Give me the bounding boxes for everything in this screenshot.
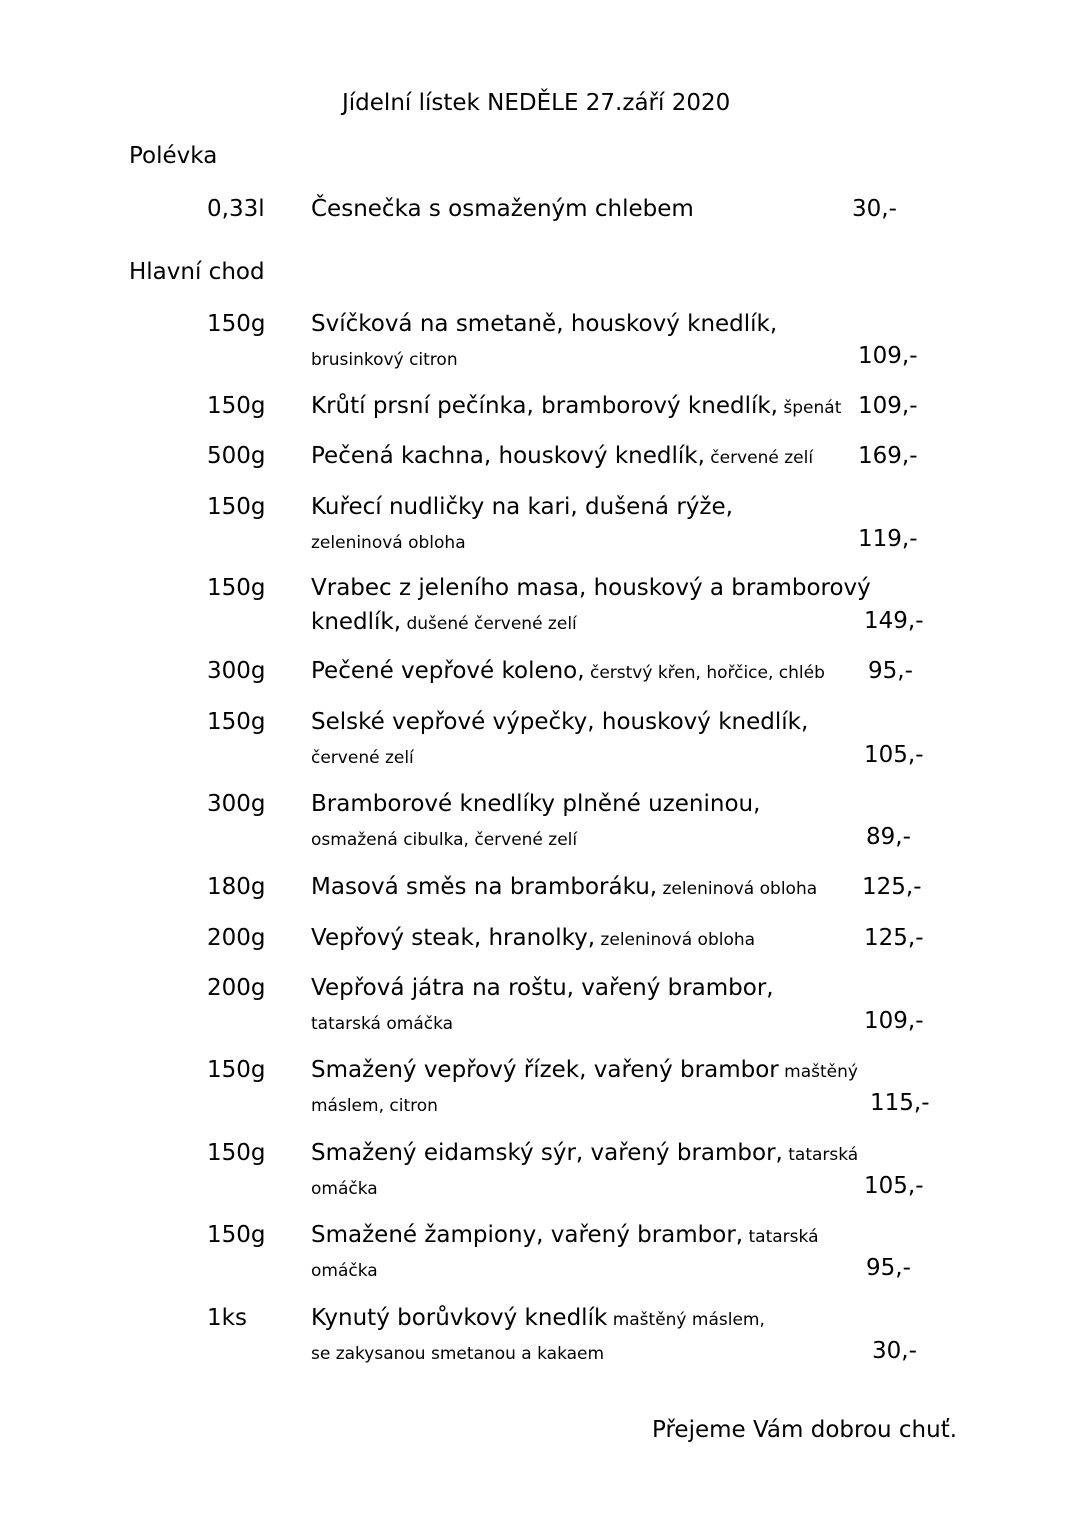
item-weight: 150g xyxy=(207,494,266,520)
item-line-2 xyxy=(311,528,466,554)
soup-name: Česnečka s osmaženým chlebem xyxy=(311,196,694,222)
item-weight: 300g xyxy=(207,658,266,684)
item-name: Vepřová játra na roštu, vařený brambor, xyxy=(311,975,774,1001)
item-side-continued: se zakysanou smetanou a kakaem xyxy=(311,1344,605,1364)
item-price: 125,- xyxy=(864,925,924,951)
menu-title: Jídelní lístek NEDĚLE 27.září 2020 xyxy=(342,90,731,116)
item-weight: 180g xyxy=(207,874,266,900)
item-price: 119,- xyxy=(858,526,918,552)
item-name: Pečená kachna, houskový knedlík, xyxy=(311,443,705,469)
item-price: 109,- xyxy=(858,393,918,419)
item-side: tatarská xyxy=(743,1227,819,1247)
item-side: červené zelí xyxy=(704,448,814,468)
item-price: 125,- xyxy=(862,874,922,900)
item-line-2 xyxy=(311,609,577,635)
item-name: Smažený vepřový řízek, vařený brambor xyxy=(311,1057,779,1083)
item-line-1 xyxy=(311,1057,858,1083)
item-weight: 1ks xyxy=(207,1305,247,1331)
item-line-1 xyxy=(311,311,777,337)
item-line-2 xyxy=(311,345,458,371)
item-side: maštěný xyxy=(778,1062,858,1082)
item-line-1 xyxy=(311,709,808,735)
item-weight: 150g xyxy=(207,1057,266,1083)
item-side: špenát xyxy=(778,398,842,418)
item-side-continued: omáčka xyxy=(311,1179,378,1199)
item-name: Vepřový steak, hranolky, xyxy=(311,925,596,951)
item-line-2 xyxy=(311,825,577,851)
item-weight: 150g xyxy=(207,575,266,601)
item-name: Smažený eidamský sýr, vařený brambor, xyxy=(311,1140,783,1166)
soup-price: 30,- xyxy=(852,196,897,222)
item-weight: 150g xyxy=(207,393,266,419)
item-line-1 xyxy=(311,975,774,1001)
item-side: zeleninová obloha xyxy=(595,930,756,950)
item-price: 109,- xyxy=(864,1008,924,1034)
item-weight: 150g xyxy=(207,709,266,735)
item-weight: 150g xyxy=(207,1222,266,1248)
item-line-2 xyxy=(311,743,414,769)
item-price: 95,- xyxy=(866,1255,911,1281)
item-line-1 xyxy=(311,393,841,419)
item-weight: 200g xyxy=(207,925,266,951)
item-line-1 xyxy=(311,874,817,900)
item-side-continued: osmažená cibulka, červené zelí xyxy=(311,830,578,850)
item-line-1 xyxy=(311,1222,819,1248)
item-line-2 xyxy=(311,1091,438,1117)
item-side-continued: omáčka xyxy=(311,1261,378,1281)
soup-weight: 0,33l xyxy=(207,196,265,222)
item-price: 149,- xyxy=(864,608,924,634)
item-name: Krůtí prsní pečínka, bramborový knedlík, xyxy=(311,393,778,419)
item-line-1 xyxy=(311,658,825,684)
item-weight: 500g xyxy=(207,443,266,469)
item-price: 89,- xyxy=(866,824,911,850)
item-price: 109,- xyxy=(858,343,918,369)
item-side-continued: zeleninová obloha xyxy=(311,533,466,553)
item-name: Kynutý borůvkový knedlík xyxy=(311,1305,608,1331)
item-price: 169,- xyxy=(858,443,918,469)
item-line-1 xyxy=(311,791,760,817)
item-line-1 xyxy=(311,575,871,601)
item-price: 30,- xyxy=(872,1338,917,1364)
item-name: Masová směs na bramboráku, xyxy=(311,874,658,900)
item-weight: 150g xyxy=(207,311,266,337)
item-side-continued: tatarská omáčka xyxy=(311,1014,454,1034)
item-line-1 xyxy=(311,925,755,951)
main-heading: Hlavní chod xyxy=(129,259,265,285)
item-side: zeleninová obloha xyxy=(657,879,818,899)
item-line-1 xyxy=(311,1305,765,1331)
item-line-1 xyxy=(311,443,813,469)
item-name: Selské vepřové výpečky, houskový knedlík, xyxy=(311,709,809,735)
item-side-continued: máslem, citron xyxy=(311,1096,438,1116)
item-price: 115,- xyxy=(870,1090,930,1116)
item-price: 95,- xyxy=(868,658,913,684)
item-name-continued: knedlík, xyxy=(311,609,402,635)
item-line-2 xyxy=(311,1256,378,1282)
item-side-continued: červené zelí xyxy=(311,748,414,768)
item-line-2 xyxy=(311,1009,453,1035)
item-weight: 200g xyxy=(207,975,266,1001)
item-line-1 xyxy=(311,1140,858,1166)
item-side: tatarská xyxy=(782,1145,859,1165)
item-name: Bramborové knedlíky plněné uzeninou, xyxy=(311,791,761,817)
item-line-2 xyxy=(311,1339,604,1365)
item-line-2 xyxy=(311,1174,378,1200)
item-name: Smažené žampiony, vařený brambor, xyxy=(311,1222,744,1248)
item-name: Kuřecí nudličky na kari, dušená rýže, xyxy=(311,494,733,520)
item-weight: 300g xyxy=(207,791,266,817)
item-weight: 150g xyxy=(207,1140,266,1166)
footer-message: Přejeme Vám dobrou chuť. xyxy=(652,1417,958,1443)
item-side: čerstvý křen, hořčice, chléb xyxy=(584,663,825,683)
item-side-continued: brusinkový citron xyxy=(311,350,458,370)
item-side: maštěný máslem, xyxy=(607,1310,765,1330)
item-name: Vrabec z jeleního masa, houskový a bramborový xyxy=(311,575,871,601)
item-side-continued: dušené červené zelí xyxy=(401,614,577,634)
item-name: Pečené vepřové koleno, xyxy=(311,658,585,684)
item-price: 105,- xyxy=(864,742,924,768)
soup-heading: Polévka xyxy=(129,143,218,169)
item-name: Svíčková na smetaně, houskový knedlík, xyxy=(311,311,778,337)
item-line-1 xyxy=(311,494,733,520)
item-price: 105,- xyxy=(864,1173,924,1199)
